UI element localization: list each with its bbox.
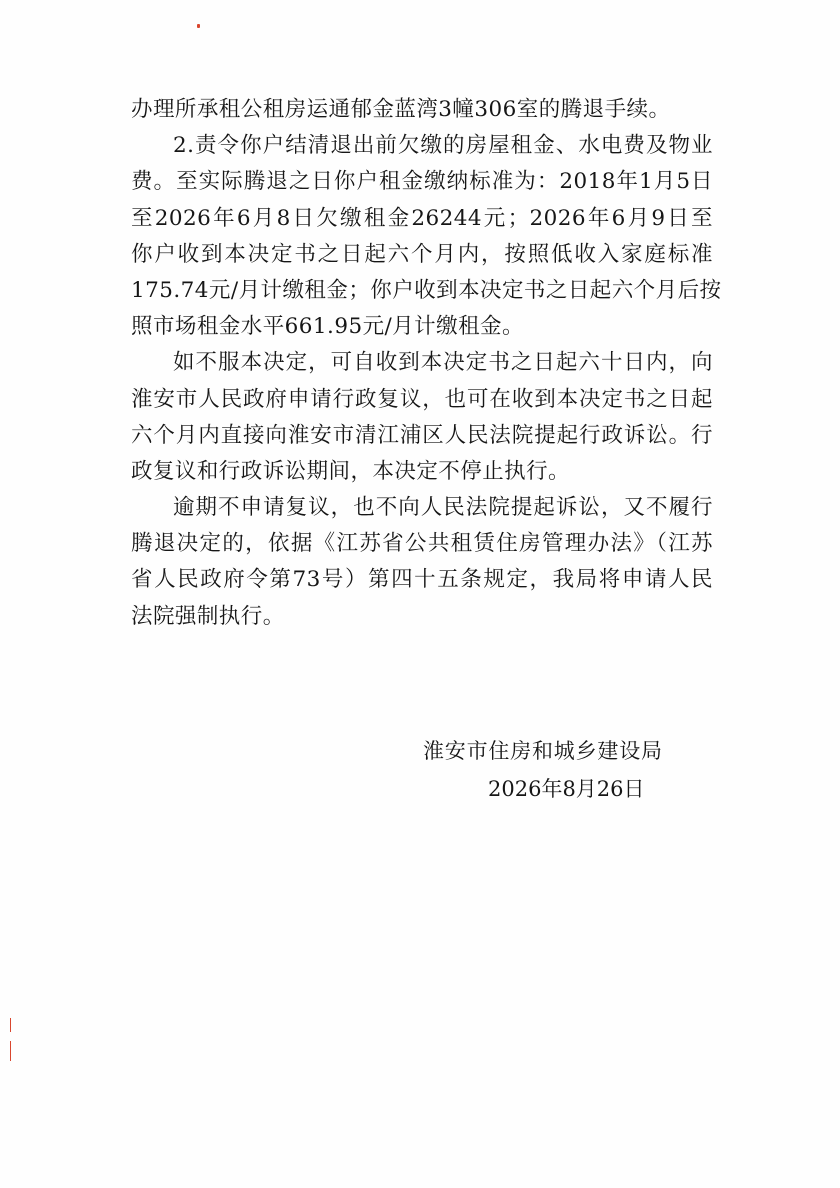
- body-line: 175.74元/月计缴租金；你户收到本决定书之日起六个月后按: [131, 277, 722, 303]
- body-line: 如不服本决定，可自收到本决定书之日起六十日内，向: [173, 350, 713, 376]
- scan-mark: [10, 1041, 11, 1061]
- issue-date: 2026年8月26日: [488, 777, 645, 801]
- body-line: 淮安市人民政府申请行政复议，也可在收到本决定书之日起: [131, 386, 713, 412]
- body-line: 照市场租金水平661.95元/月计缴租金。: [131, 314, 524, 340]
- scan-mark: [197, 24, 200, 28]
- body-line: 费。至实际腾退之日你户租金缴纳标准为：2018年1月5日: [131, 169, 713, 195]
- body-line: 逾期不申请复议，也不向人民法院提起诉讼，又不履行: [173, 495, 713, 521]
- scan-mark: [10, 1018, 11, 1032]
- body-line: 六个月内直接向淮安市清江浦区人民法院提起行政诉讼。行: [131, 422, 713, 448]
- body-line: 法院强制执行。: [131, 603, 285, 629]
- body-line: 政复议和行政诉讼期间，本决定不停止执行。: [131, 458, 571, 484]
- decision-body: [131, 92, 722, 635]
- issuing-authority: 淮安市住房和城乡建设局: [423, 739, 663, 763]
- body-line: 腾退决定的，依据《江苏省公共租赁住房管理办法》（江苏: [131, 531, 713, 557]
- body-line: 至2026年6月8日欠缴租金26244元；2026年6月9日至: [131, 205, 713, 231]
- body-line: 2.责令你户结清退出前欠缴的房屋租金、水电费及物业: [173, 133, 713, 159]
- body-line: 省人民政府令第73号）第四十五条规定，我局将申请人民: [131, 567, 713, 593]
- body-line: 办理所承租公租房运通郁金蓝湾3幢306室的腾退手续。: [131, 97, 671, 122]
- body-line: 你户收到本决定书之日起六个月内，按照低收入家庭标准: [131, 241, 713, 267]
